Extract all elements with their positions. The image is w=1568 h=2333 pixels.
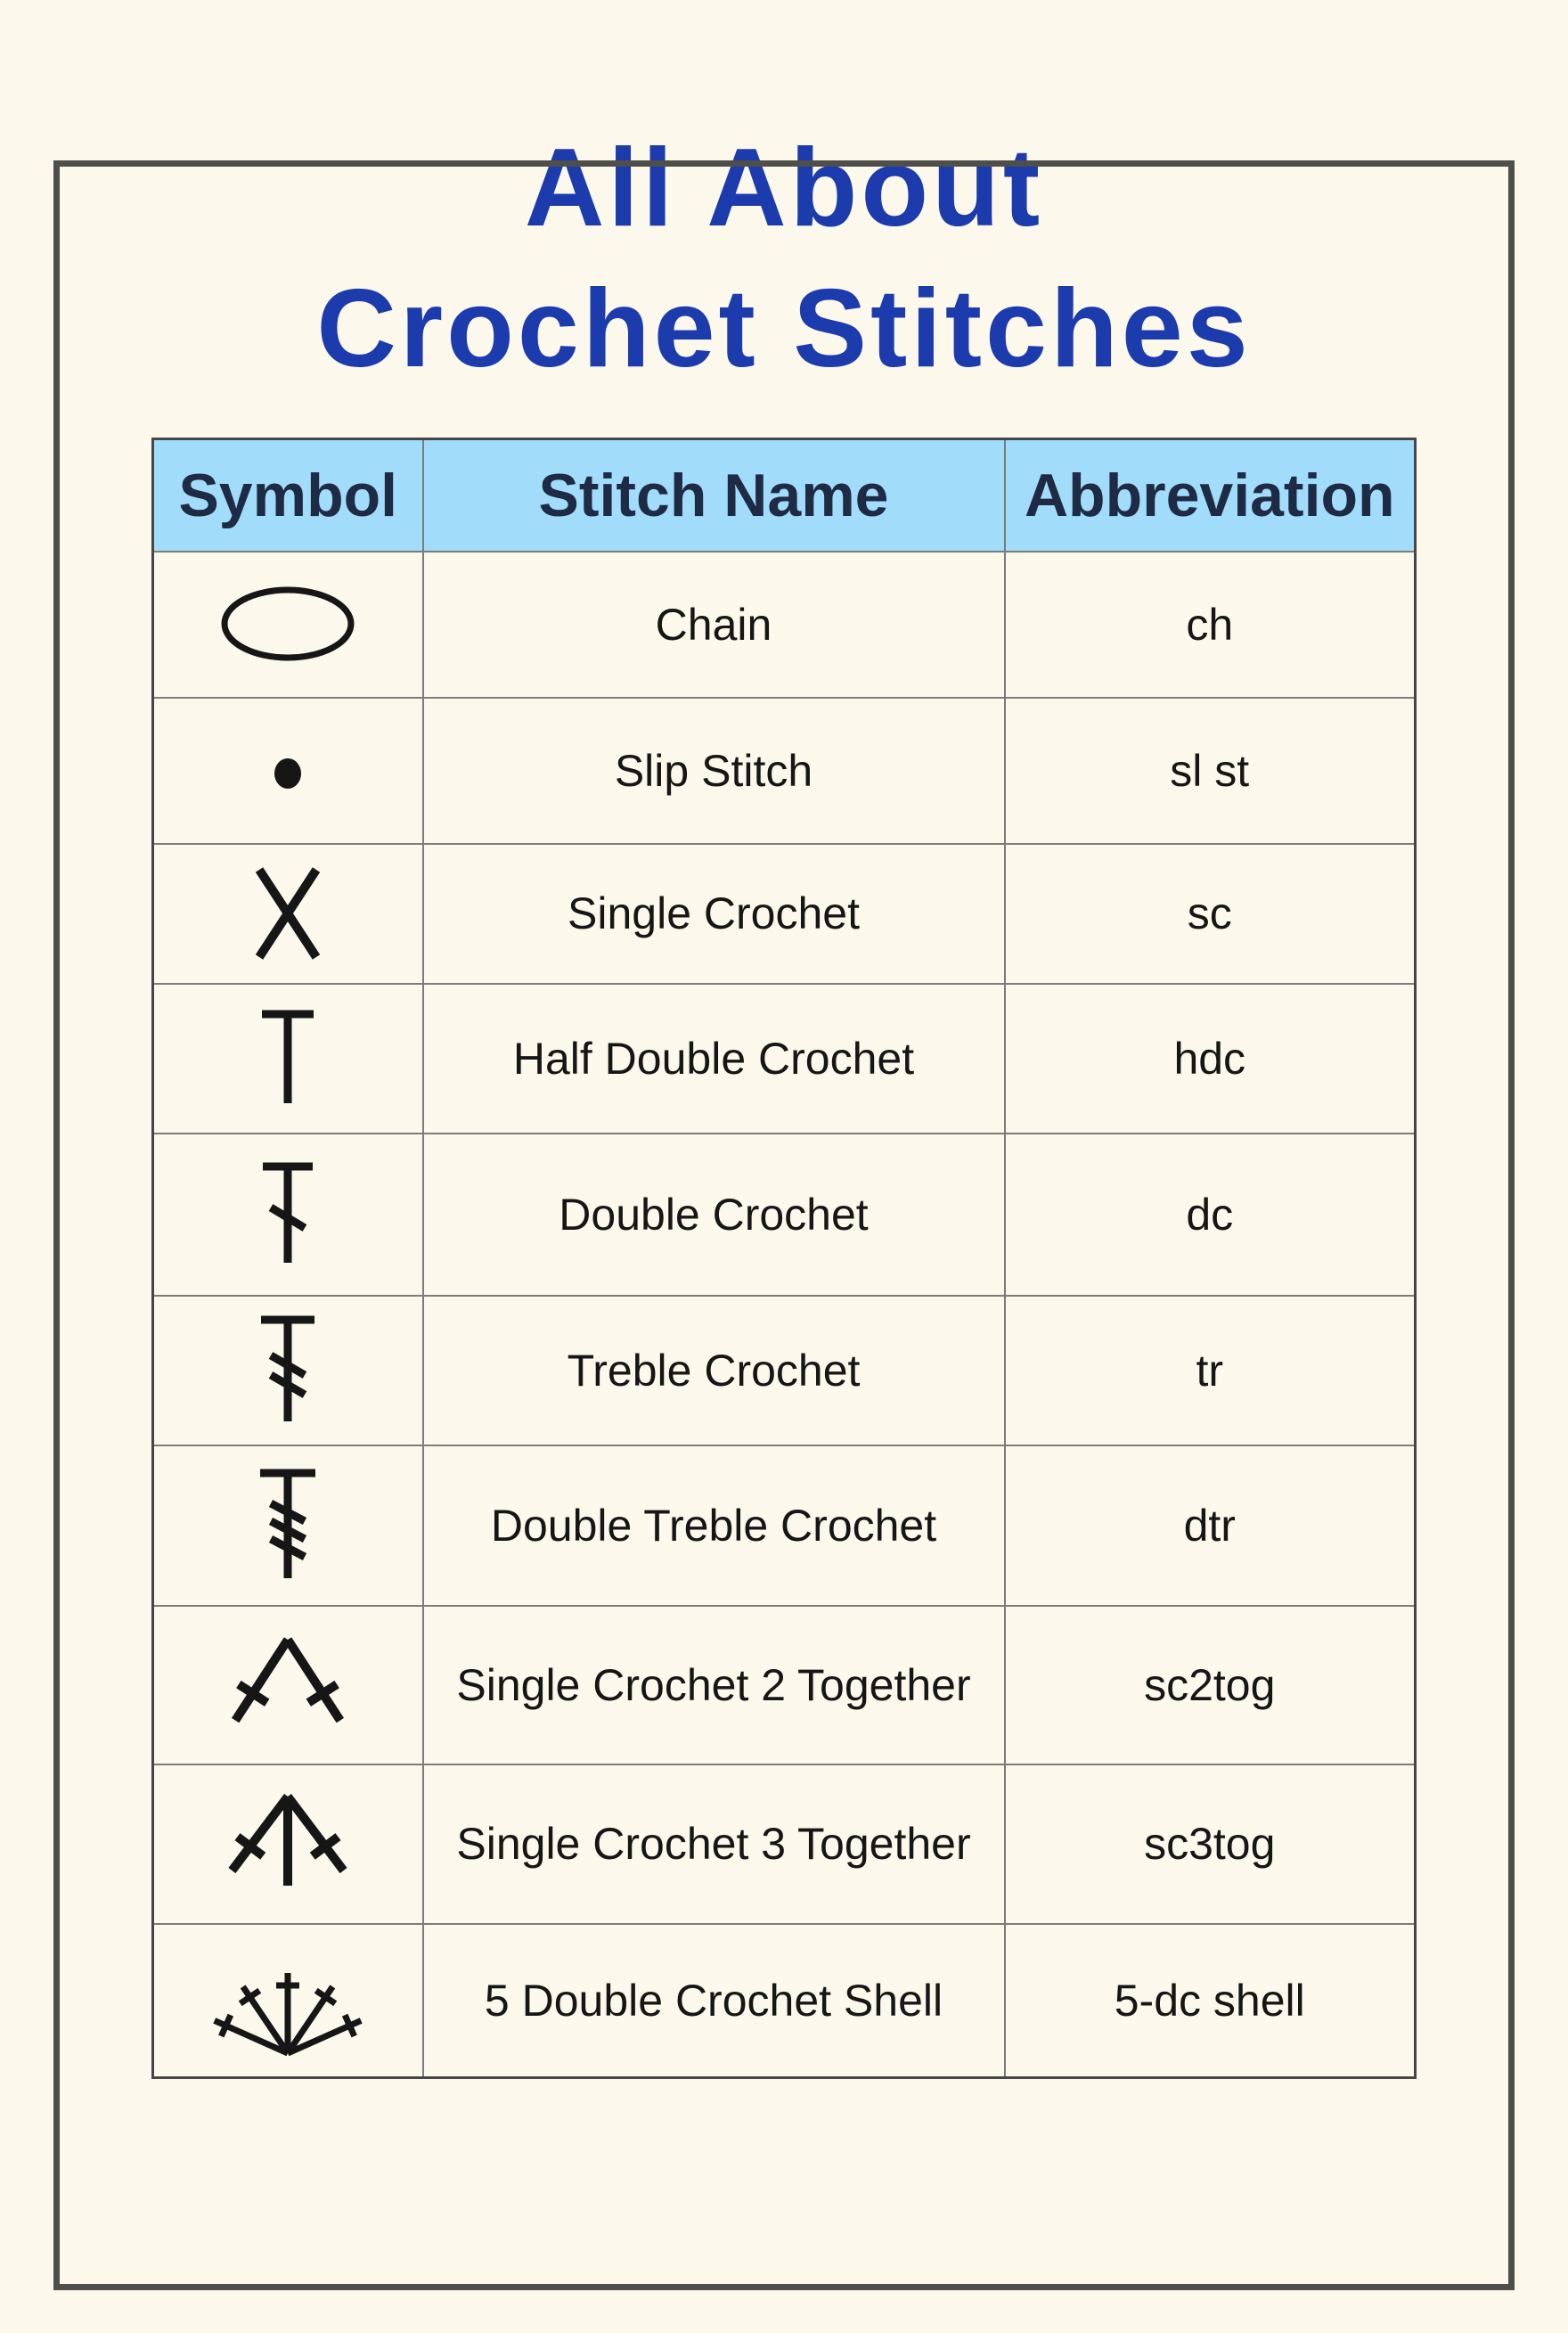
symbol-cell — [153, 1445, 423, 1606]
symbol-cell — [153, 1134, 423, 1296]
stitch-abbreviation: dtr — [1005, 1445, 1416, 1606]
stitch-abbreviation: sc3tog — [1005, 1764, 1416, 1924]
stitch-abbreviation: sc2tog — [1005, 1606, 1416, 1764]
5-double-crochet-shell-icon — [199, 1943, 377, 2059]
single-crochet-3-together-icon — [199, 1786, 377, 1902]
table-row — [153, 1296, 1416, 1445]
stitch-name: Double Treble Crochet — [423, 1445, 1005, 1606]
stitch-name: Half Double Crochet — [423, 984, 1005, 1134]
table-row — [153, 1445, 1416, 1606]
table-row — [153, 1606, 1416, 1764]
column-header-abbreviation: Abbreviation — [1005, 439, 1416, 552]
single-crochet-icon — [199, 855, 377, 971]
stitch-name: Single Crochet 3 Together — [423, 1764, 1005, 1924]
symbol-cell — [153, 552, 423, 698]
stitch-abbreviation: hdc — [1005, 984, 1416, 1134]
double-treble-crochet-icon — [199, 1468, 377, 1584]
table-row — [153, 844, 1416, 984]
symbol-cell — [153, 844, 423, 984]
table-body — [153, 552, 1416, 2078]
page-title-line1: All About — [524, 127, 1044, 250]
stitch-name: Treble Crochet — [423, 1296, 1005, 1445]
table-header-row — [153, 439, 1416, 552]
table-row — [153, 698, 1416, 844]
column-header-symbol: Symbol — [153, 439, 423, 552]
stitch-name: Chain — [423, 552, 1005, 698]
column-header-stitch-name: Stitch Name — [423, 439, 1005, 552]
stitch-name: Double Crochet — [423, 1134, 1005, 1296]
table-row — [153, 984, 1416, 1134]
single-crochet-2-together-icon — [199, 1627, 377, 1743]
stitch-name: 5 Double Crochet Shell — [423, 1924, 1005, 2078]
slip-stitch-icon — [199, 713, 377, 829]
table-row — [153, 1764, 1416, 1924]
half-double-crochet-icon — [199, 1001, 377, 1117]
symbol-cell — [153, 1606, 423, 1764]
symbol-cell — [153, 1764, 423, 1924]
table-header — [153, 439, 1416, 552]
stitch-abbreviation: 5-dc shell — [1005, 1924, 1416, 2078]
stitch-abbreviation: tr — [1005, 1296, 1416, 1445]
symbol-cell — [153, 1924, 423, 2078]
table-row — [153, 552, 1416, 698]
symbol-cell — [153, 984, 423, 1134]
page-title-line2: Crochet Stitches — [316, 267, 1252, 390]
chain-icon — [199, 567, 377, 683]
stitch-abbreviation: sc — [1005, 844, 1416, 984]
stitch-name: Single Crochet 2 Together — [423, 1606, 1005, 1764]
stitch-abbreviation: ch — [1005, 552, 1416, 698]
crochet-stitch-table — [151, 438, 1417, 2079]
symbol-cell — [153, 1296, 423, 1445]
stitch-name: Single Crochet — [423, 844, 1005, 984]
table-row — [153, 1924, 1416, 2078]
double-crochet-icon — [199, 1157, 377, 1273]
stitch-abbreviation: dc — [1005, 1134, 1416, 1296]
table-row — [153, 1134, 1416, 1296]
stitch-name: Slip Stitch — [423, 698, 1005, 844]
symbol-cell — [153, 698, 423, 844]
stitch-abbreviation: sl st — [1005, 698, 1416, 844]
treble-crochet-icon — [199, 1313, 377, 1428]
page-title — [0, 118, 1568, 399]
